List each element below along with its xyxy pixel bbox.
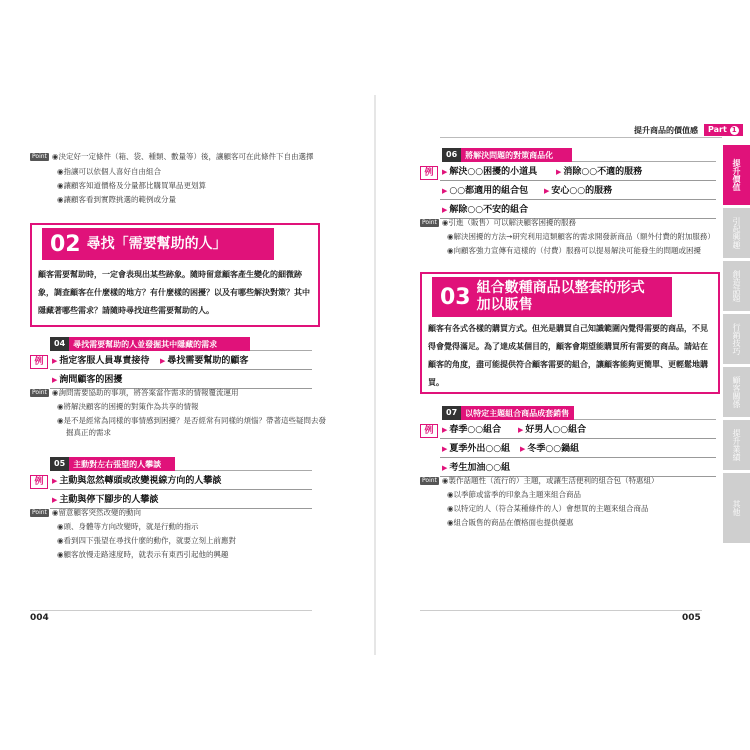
example-badge: 例 [30,355,48,369]
point-line: ◉以季節或當季的印象為主題來組合商品 [447,490,582,499]
point-line: ◉讓顧客看到實際挑選的範例或分量 [57,195,177,204]
example-item: ▶ 消除○○不適的服務 [556,167,643,177]
sub-rule [574,419,716,420]
point-line: ◉讓顧客知道價格及分量都比購買單品更划算 [57,181,207,190]
section-number: 03 [440,284,471,310]
point-line: Point ◉決定好一定條件（箱、袋、種類、數量等）後，讓顧客可在此條件下自由選擇 [32,152,314,161]
section-02-heading [42,228,274,260]
sub-rule [572,161,716,162]
point-line: Point ◉留意顧客突然改變的動向 [32,508,141,517]
example-item: ▶ 主動與停下腳步的人攀談 [52,495,159,505]
example-item: ▶ 冬季○○鍋組 [520,444,580,454]
point-badge: Point [422,477,437,484]
point-badge: Point [32,153,47,160]
point-line: ◉顧客放慢走路速度時，就表示有東西引起他的興趣 [57,550,229,559]
point-line: ◉向顧客強力宣傳有這樣的（付費）服務可以提易解決可能發生的問題或困擾 [447,246,702,255]
part-label: Part 1 [704,124,743,136]
example-item: ▶ 解除○○不安的組合 [442,205,529,215]
side-tab[interactable]: 提升業績 [723,420,750,470]
section-title: 組合數種商品以整套的形式加以販售 [476,280,645,313]
example-item: ▶ 詢問顧客的困擾 [52,375,123,385]
example-item: ▶ ○○都適用的組合包 [442,186,529,196]
side-tab[interactable]: 其他 [723,473,750,543]
sub-rule [250,350,312,351]
example-item: ▶ 指定客服人員專責接待 [52,356,150,366]
point-line: ◉組合販售的商品在價格面也提供優惠 [447,518,574,527]
sub-title: 主動對左右張望的人攀談 [73,459,162,469]
underline [440,457,716,458]
page-number: 004 [30,613,49,623]
example-item: ▶ 主動與忽然轉頭或改變視線方向的人攀談 [52,476,222,486]
example-item: ▶ 尋找需要幫助的顧客 [160,356,249,366]
example-item: ▶ 解決○○困擾的小道具 [442,167,538,177]
point-line: ◉以特定的人（符合某種條件的人）會想買的主題來組合商品 [447,504,649,513]
side-tab[interactable]: 行銷技巧 [723,314,750,364]
example-item: ▶ 安心○○的服務 [544,186,613,196]
side-tab-active[interactable]: 提升價值 [723,145,750,205]
point-line: ◉頭、身體等方向改變時，就是行動的指示 [57,522,199,531]
point-badge: Point [32,509,47,516]
point-line: Point ◉引進（販售）可以解決顧客困擾的服務 [422,218,576,227]
underline [440,438,716,439]
part-number: 1 [730,126,739,135]
point-line: 掘真正的需求 [66,428,111,437]
section-03-heading [432,277,672,317]
point-line: ◉指讓可以依個人喜好自由組合 [57,167,162,176]
example-badge: 例 [420,424,438,438]
side-tab[interactable]: 引起興趣 [723,208,750,258]
underline [440,199,716,200]
example-badge: 例 [420,166,438,180]
footer-rule [30,610,312,611]
sub-title: 尋找需要幫助的人並發掘其中隱藏的需求 [73,339,218,349]
example-badge: 例 [30,475,48,489]
sub-number: 07 [442,406,461,420]
point-line: ◉看到四下張望在尋找什麼的動作，就要立刻上前應對 [57,536,237,545]
side-tab[interactable]: 創造話題 [723,261,750,311]
example-item: ▶ 好男人○○組合 [518,425,587,435]
sub-number: 04 [50,337,69,351]
underline [50,489,312,490]
sub-number: 06 [442,148,461,162]
section-02-body: 顧客需要幫助時，一定會表現出某些跡象。隨時留意顧客產生變化的細微跡象，調查顧客在什麼樣的地方？有什麼樣的困擾？以及有哪些解決對策？其中隱藏著哪些需求？請隨時尋找這些需要幫助的人。 [38,270,310,315]
section-title: 尋找「需要幫助的人」 [86,235,227,252]
chapter-title: 提升商品的價值感 [634,126,698,135]
sub-rule [175,470,312,471]
header-rule [440,137,722,138]
point-line: ◉是不是經常為同樣的事情感到困擾？是否經常有同樣的煩惱？帶著這些疑問去發 [57,416,327,425]
point-badge: Point [422,219,437,226]
point-line: ◉解決困擾的方法→研究利用這類顧客的需求開發新商品（額外付費的附加服務） [447,232,715,241]
point-badge: Point [32,389,47,396]
sub-number: 05 [50,457,69,471]
sub-05-heading [50,457,175,471]
section-03-body: 顧客有各式各樣的購買方式。但光是購買自己知識範圍內覺得需要的商品，不見得會覺得滿足。為了達成某個目的，顧客會期望能購買所有需要的商品。請站在顧客的角度，盡可能提供符合顧客需要的組合，讓顧客能夠更簡單、更輕鬆地購買。 [428,324,708,387]
page-number: 005 [682,613,701,623]
book-spine [374,95,376,655]
sub-04-heading [50,337,250,351]
side-tab[interactable]: 顧客關係 [723,367,750,417]
underline [50,369,312,370]
example-item: ▶ 夏季外出○○組 [442,444,511,454]
section-number: 02 [50,231,81,257]
underline [440,180,716,181]
point-line: ◉將解決顧客的困擾的對策作為共享的情報 [57,402,199,411]
sub-title: 以特定主題組合商品成套銷售 [465,408,570,418]
sub-title: 將解決問題的對策商品化 [465,150,554,160]
point-line: Point ◉詢問需要協助的事項，將答案當作需求的情報覆流運用 [32,388,239,397]
point-line: Point ◉製作話題性（流行的）主題，或讓生活便利的組合包（特惠組） [422,476,659,485]
footer-rule [420,610,702,611]
sub-07-heading [442,406,574,420]
sub-06-heading [442,148,572,162]
example-item: ▶ 考生加油○○組 [442,463,511,473]
example-item: ▶ 春季○○組合 [442,425,502,435]
